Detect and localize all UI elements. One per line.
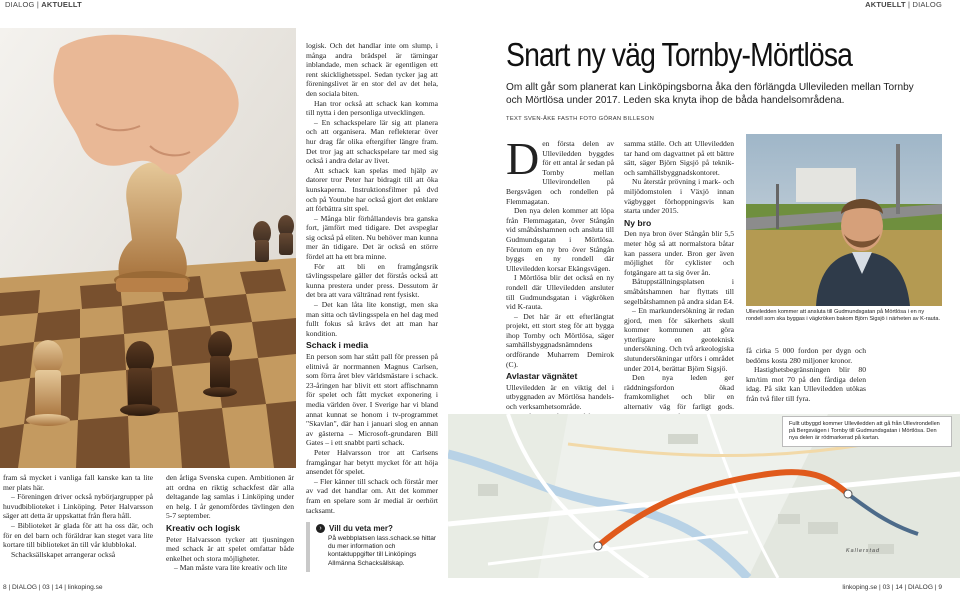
byline: TEXT SVEN-ÅKE FASTH FOTO GÖRAN BILLESON: [506, 116, 655, 122]
chess-photo: [0, 28, 296, 468]
headline: Snart ny väg Tornby-Mörtlösa: [506, 36, 853, 73]
right-column-b: samma ställe. Och att Ulleviledden tar hand om dagvattnet på ett bättre sätt, säger Björn Sigsjö på teknik- och samhällsbyggnadskontoret. Nu återstår prövning i mark- och miljödomstolen i Växjö innan vägbygget förhoppningsvis kan starta under 2015. Ny bro Den nya bron över Stångån blir 5,5 meter hög så att normalstora båtar kan passera under. Bron ger även möjlighet för cyklister och fotgängare att ta sig över ån. Båtuppställningsplatsen i småbåtshamnen har flyttats till segelbåtshamnen på andra sidan E4. – En markundersökning är redan gjord, men för säkerhets skull kommer kommunen att göra ytterligare en geoteknisk undersökning. Och två arkeologiska slutundersökningar utförs i området under 2014, berättar Björn Sigsjö. Den nya leden ger räddningsfordon ökad framkomlighet och blir en alternativ väg för farligt gods.: [624, 139, 734, 412]
map-caption: Fullt utbyggd kommer Ulleviledden att gå från Ullevirondellen på Bergsvägen i Tornby till Gudmundsgatan i Mörtlösa. Den nya delen är rödmarkerad på kartan.: [782, 416, 952, 447]
lede: Om allt går som planerat kan Linköpingsborna åka den förlängda Ullevileden mellan Tornby och Mörtlösa under 2017. Leden ska knyta ihop de båda handelsområdena.: [506, 82, 914, 106]
left-footer: 8 | DIALOG | 03 | 14 | linkoping.se: [3, 584, 103, 591]
left-column-1: fram så mycket i vanliga fall kanske kan ta lite mer plats här. – Föreningen driver också nybörjargrupper på huvudbiblioteket i Linköping. Peter Halvarsson säger att detta är uppskattat från flera håll. – Biblioteket är glada för att ha oss där, och för en del barn och föräldrar kan steget vara lite kortare till biblioteket än till vår klubblokal. Schacksällskapet arrangerar också: [3, 473, 153, 559]
right-running-head: AKTUELLT | DIALOG: [865, 0, 942, 9]
callout-bar: [306, 522, 310, 572]
callout-box: › Vill du veta mer? På webbplatsen lass.schack.se hittar du mer information och kontaktuppgifter till Linköpings Allmänna Schacksällskap.: [316, 524, 442, 568]
subheading-avlastar: Avlastar vägnätet: [506, 371, 578, 382]
left-column-2: den årliga Svenska cupen. Ambitionen är att ordna en riktig schackfest där alla deltagande lag samlas i Linköping under en helg. I år genomfördes tävlingen den 5-7 september. Kreativ och logisk Peter Halvarsson tycker att tjusningen med schack är att spelet omfattar både enkelhet och stora möjligheter. – Man måste vara lite kreativ och lite: [166, 473, 294, 573]
chevron-right-icon: ›: [316, 524, 325, 533]
dropcap: D: [506, 133, 540, 184]
right-column-c: få cirka 5 000 fordon per dygn och bedöms kosta 280 miljoner kronor. Hastighetsbegränsningen blir 80 km/tim mot 70 på den fårdiga delen idag. På sikt kan Ulleviledden utökas från två filer till fyra.: [746, 346, 866, 403]
right-footer: linkoping.se | 03 | 14 | DIALOG | 9: [842, 584, 942, 591]
left-column-3: logisk. Och det handlar inte om slump, i många andra brädspel är tärningar inblandade, men schack är egentligen ett rent skicklighetsspel. Sedan tycker jag att föreningslivet är en stor del av det hela, den sociala biten. Han tror också att schack kan komma till nytta i den personliga utvecklingen. – En schackspelare lär sig att planera och att organisera. Man reflekterar över hur drag får olika eftergifter längre fram. Det tror jag att schackspelare tar med sig också i andra delar av livet. Att schack kan spelas med hjälp av datorer tror Peter har bidragit till att öka kunskaperna. Instruktionsfilmer på dvd och på Youtube har också gjort det enklare att förbättra sitt spel. – Många blir förhållandevis bra ganska fort, jämfört med tidigare. Det avspeglar sig också på eliten. Nu behöver man kunna mer än tidigare. Det är också en större fördel att ha ett bra minne. För att bli en framgångsrik tävlingsspelare gäller det förstås också att kunna prestera under press. Dessutom är det bra att vara vältränad rent fysiskt. – Det kan låta lite konstigt, men ska man sitta och tävlingsspela en hel dag med fullt fokus så krävs det att man har kondition. Schack i media En person som har stått pall för pressen på elitnivå är norrmannen Magnus Carlsen, som förra året blev världsmästare i schack. 23-åringen har blivit ett stort affischnamn för spelet och fått mycket exponering i media världen över. I Sverige har vi bland annat kunnat se honom i tv-programmet "Skavlan", där han i januari slog en annan av gästerna – Microsoft-grundaren Bill Gates – i ett snabbt parti schack. Peter Halvarsson tror att Carlsens framgångar har betytt mycket för att höja ansendet för spelet. – Fler känner till schack och förstår mer av vad det handlar om. Att det kommer fram en spelare som är medial är oerhört tacksamt.: [306, 41, 438, 515]
subheading-schack-media: Schack i media: [306, 340, 369, 351]
subheading-kreativ: Kreativ och logisk: [166, 522, 241, 533]
right-column-a: D en första delen av Ulleviledden byggdes för ett antal år sedan på Tornby mellan Ullevirondellen på Bergsvägen och rondellen på Flemmagatan. Den nya delen kommer att löpa från Flemmagatan, över Stångån vid småbåtshamnen och ansluta till Gudmundsgatan i Mörtlösa. Förutom en ny bro över Stångån byggs en ny rondell där Ulleviledden korsar Ekängsvägen. I Mörtlösa blir det också en ny rondell där Ulleviledden ansluter till Gudmundsgatan i vägkröken vid K-rauta. – Det här är ett efterlängtat projekt, ett stort steg för att bygga ihop Tornby och Mörtlösa, säger samhällsbyggnadsnämndens ordförande Muharrem Demirok (C). Avlastar vägnätet Ulleviledden är en viktig del i utbyggnaden av Mörtlösa handels- och verksamhetsområde.: [506, 133, 614, 412]
subheading-ny-bro: Ny bro: [624, 217, 652, 228]
photo-caption: Ulleviledden kommer att ansluta till Gudmundsgatan på Mörtlösa i en ny rondell som ska byggas i vägkröken bakom Björn Sigsjö i närheten av K-rauta.: [746, 309, 941, 322]
map-label-kallerstad: Kallerstad: [846, 548, 880, 554]
left-running-head: DIALOG | AKTUELLT: [5, 0, 82, 9]
bjorn-sigsjo-photo: [746, 134, 942, 306]
